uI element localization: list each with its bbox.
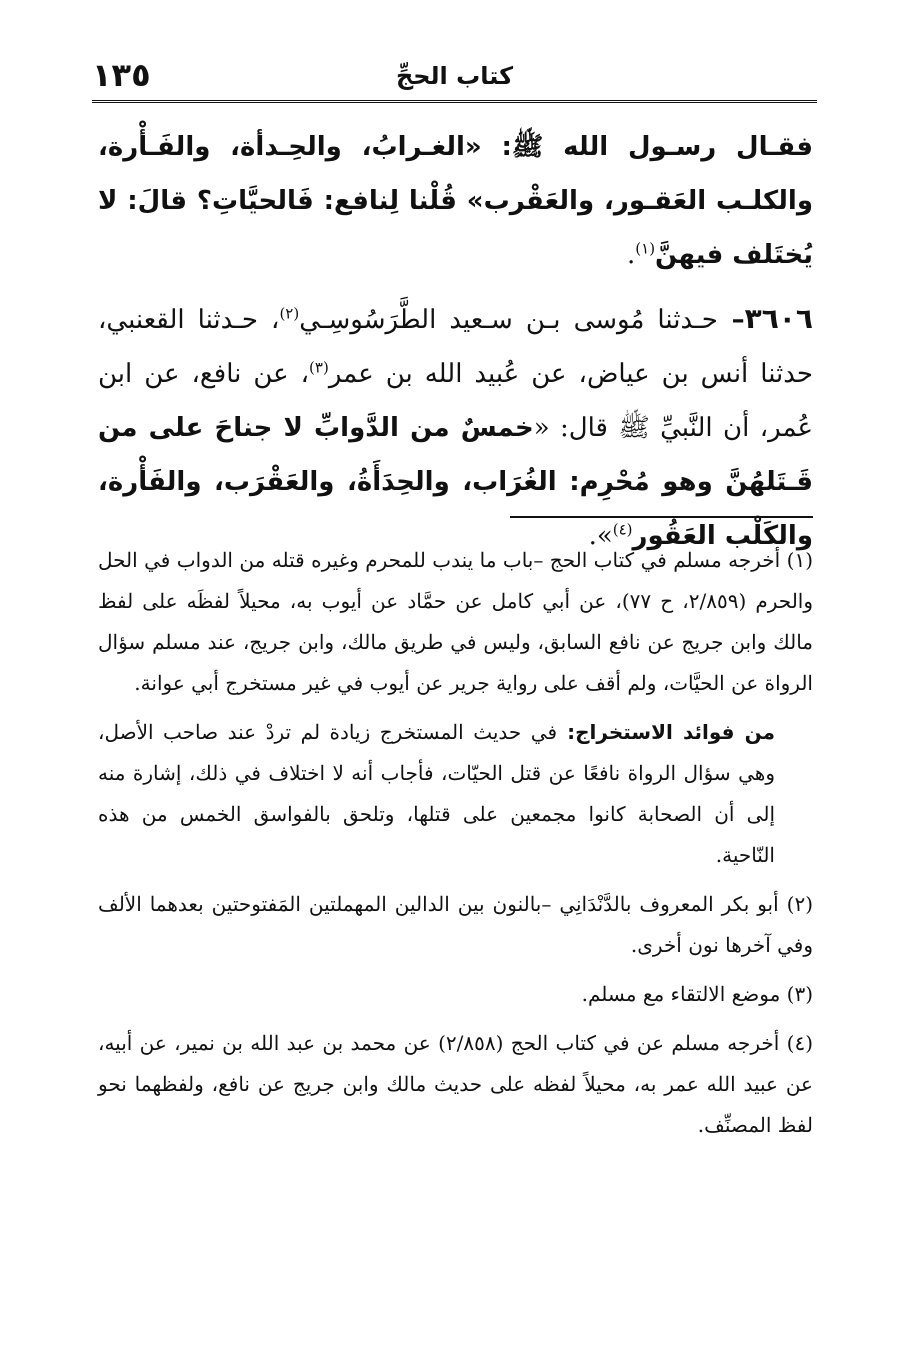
p2-end: ». xyxy=(588,521,613,551)
paragraph-1 xyxy=(98,120,813,282)
main-text xyxy=(98,120,813,563)
chapter-title: كتاب الحجِّ xyxy=(395,62,514,90)
footnote-3: (٣) موضع الالتقاء مع مسلم. xyxy=(581,982,813,1006)
p1-end: . xyxy=(627,240,636,270)
paragraph-2 xyxy=(98,292,813,563)
benefit-label: من فوائد الاستخراج: xyxy=(557,720,775,744)
p1-hadith-quote: «الغـرابُ، والحِـدأة، والفَـأْرة، والكلـب العَقـور، والعَقْرب» xyxy=(98,132,813,216)
footnote-ref-4[interactable]: (٤) xyxy=(612,520,633,539)
footnote-ref-1[interactable]: (١) xyxy=(635,239,656,258)
p2-isnad-2: ، حـدثنا القعنبي، حدثنا أنس بن عياض، عن عُبيد الله بن عمر xyxy=(98,305,813,389)
page-number: ١٣٥ xyxy=(92,56,151,94)
footnotes xyxy=(98,540,813,1154)
hadith-number: ٣٦٠٦ xyxy=(744,302,813,335)
p1-intro: فقـال رسـول الله ﷺ: xyxy=(481,132,813,162)
p2-isnad-1: حـدثنا مُوسى بـن سـعيد الطَّرَسُوسِـي xyxy=(299,305,718,335)
footnote-ref-2[interactable]: (٢) xyxy=(279,304,300,323)
p2-isnad-3: ، عن نافع، عن ابن عُمر، أن النَّبيِّ ﷺ قال: « xyxy=(98,359,813,443)
footnote-separator xyxy=(510,516,813,518)
footnote-2: (٢) أبو بكر المعروف بالدَّنْدَانِي –بالنون بين الدالين المهملتين المَفتوحتين بعدهما الألف وفي آخرها نون أخرى. xyxy=(98,892,813,957)
p2-hadith-matn: خمسٌ من الدَّوابِّ لا جناحَ على من قَـتَلهُنَّ وهو مُحْرِم: الغُرَاب، والحِدَأَةُ، والعَقْرَب، والفَأْرة، والكَلْب العَقُور xyxy=(98,413,813,551)
footnote-1: (١) أخرجه مسلم في كتاب الحج –باب ما يندب للمحرم وغيره قتله من الدواب في الحل والحرم (٢/٨٥٩، ح ٧٧)، عن أبي كامل عن حمَّاد عن أيوب به، محيلاً لفظَه على لفظ مالك وابن جريج عن نافع السابق، وليس في طريق مالك، وابن جريج، عند مسلم سؤال الرواة عن الحيَّات، ولم أقف على رواية جرير عن أيوب في غير مستخرج أبي عوانة. xyxy=(98,548,814,695)
p1-question: قُلْنا لِنافع: فَالحيَّاتِ؟ قالَ: لا يُختَلف فيهنَّ xyxy=(98,186,813,270)
footnote-1-benefit xyxy=(98,712,813,876)
page-header xyxy=(92,56,817,103)
benefit-text: في حديث المستخرج زيادة لم تردْ عند صاحب الأصل، وهي سؤال الرواة نافعًا عن قتل الحيّات، فأجاب أنه لا اختلاف في ذلك، إشارة منه إلى أن الصحابة كانوا مجمعين على قتلها، وتلحق بالفواسق الخمس من هذه النّاحية. xyxy=(98,720,776,867)
hadith-dash: – xyxy=(717,305,745,335)
footnote-ref-3[interactable]: (٣) xyxy=(309,358,329,377)
footnote-4: (٤) أخرجه مسلم عن في كتاب الحج (٢/٨٥٨) عن محمد بن عبد الله بن نمير، عن أبيه، عن عبيد الله عمر به، محيلاً لفظه على حديث مالك وابن جريج عن نافع، ولفظهما نحو لفظ المصنِّف. xyxy=(98,1031,813,1137)
